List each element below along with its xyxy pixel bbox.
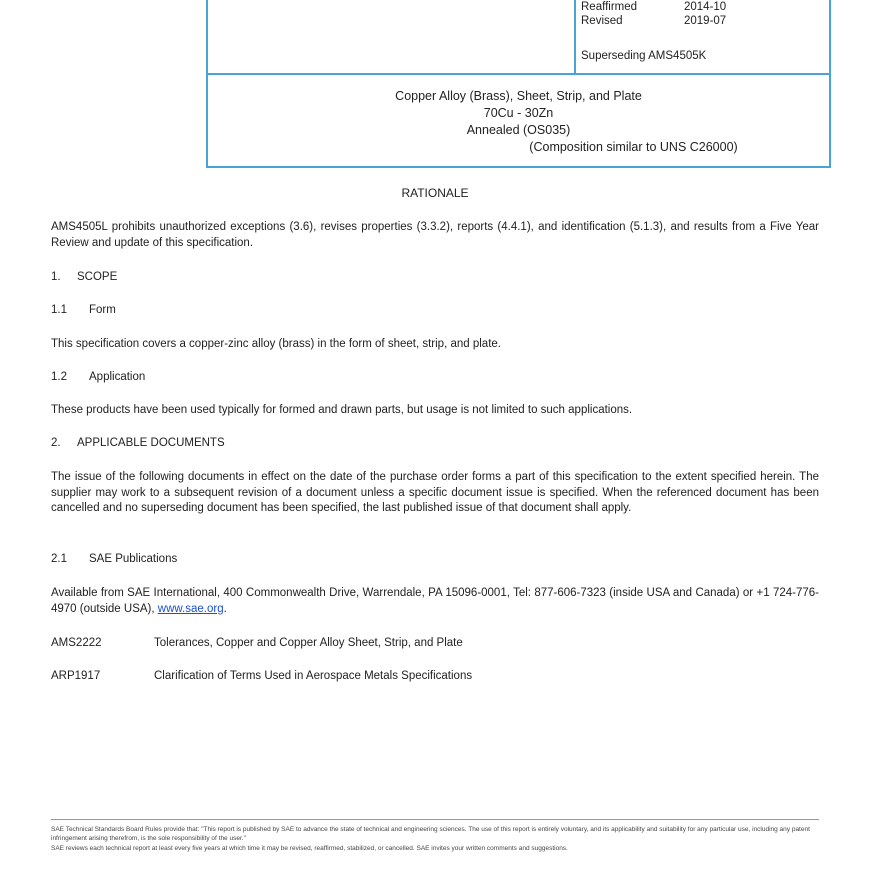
title-line: 70Cu - 30Zn (483, 106, 554, 120)
section-1-1-text: This specification covers a copper-zinc alloy (brass) in the form of sheet, strip, and plate. (51, 338, 501, 350)
date-row-reaffirmed (581, 0, 726, 14)
section-1-heading (51, 270, 117, 286)
composition-line: (Composition similar to UNS C26000) (529, 140, 738, 154)
section-title: Form (89, 304, 116, 316)
section-title: Application (89, 371, 146, 383)
date-row-revised (581, 14, 726, 28)
link-suffix: . (223, 602, 227, 615)
section-number: 1. (51, 271, 61, 283)
document-title (208, 88, 829, 156)
header-logo-area (208, 0, 576, 73)
section-title: SCOPE (77, 271, 118, 283)
rationale-heading: RATIONALE (401, 186, 469, 200)
sae-address-text: Available from SAE International, 400 Commonwealth Drive, Warrendale, PA 15096-0001, Tel: 877-606-7323 (inside USA and Canada) or +1 724-776-4970 (outside USA), (51, 587, 819, 615)
section-1-1-heading (51, 303, 116, 319)
section-2-text: The issue of the following documents in effect on the date of the purchase order forms a part of this specification to the extent specified herein. The supplier may work to a subsequent revision of a document unless a specific document issue is specified. When the referenced document has been cancelled and no superseding document has been specified, the last published issue of that document shall apply. (51, 471, 819, 514)
date-value: 2014-10 (684, 1, 727, 13)
section-2-1-text (51, 586, 819, 617)
footer-paragraph: SAE reviews each technical report at least every five years at which time it may be revised, reaffirmed, stabilized, or cancelled. SAE invites your written comments and suggestions. (51, 845, 568, 852)
reference-code: AMS2222 (51, 637, 102, 649)
reference-row (51, 636, 463, 652)
reference-title: Clarification of Terms Used in Aerospace Metals Specifications (154, 670, 473, 682)
title-line: Annealed (OS035) (466, 123, 571, 137)
section-title: APPLICABLE DOCUMENTS (77, 437, 225, 449)
date-value: 2019-07 (684, 15, 727, 27)
document-header-box (206, 0, 831, 168)
section-number: 2.1 (51, 553, 67, 565)
sae-website-link[interactable]: www.sae.org (157, 602, 224, 615)
superseding-note: Superseding AMS4505K (581, 50, 707, 62)
footer-paragraph: SAE Technical Standards Board Rules provide that: "This report is published by SAE to advance the state of technical and engineering sciences. The use of this report is entirely voluntary, and its applicability and suitability for any particular use, including any patent infringement arising therefrom, is the sole responsibility of the user." (51, 826, 810, 842)
date-label: Reaffirmed (581, 1, 638, 13)
section-1-2-text: These products have been used typically for formed and drawn parts, but usage is not limited to such applications. (51, 404, 633, 416)
rationale-text: AMS4505L prohibits unauthorized exceptions (3.6), revises properties (3.3.2), reports (4.4.1), and identification (5.1.3), and results from a Five Year Review and update of this specification. (51, 221, 819, 249)
reference-code: ARP1917 (51, 670, 101, 682)
revision-dates (581, 0, 726, 28)
section-1-2-heading (51, 370, 145, 386)
section-number: 1.1 (51, 304, 67, 316)
section-title: SAE Publications (89, 553, 178, 565)
legal-footer (51, 819, 819, 856)
reference-row (51, 669, 472, 685)
section-number: 2. (51, 437, 61, 449)
date-label: Revised (581, 15, 623, 27)
reference-title: Tolerances, Copper and Copper Alloy Sheet, Strip, and Plate (154, 637, 463, 649)
section-2-heading (51, 436, 225, 452)
section-2-1-heading (51, 552, 177, 568)
header-top-row (208, 0, 829, 75)
title-line: Copper Alloy (Brass), Sheet, Strip, and Plate (395, 89, 642, 103)
section-number: 1.2 (51, 371, 67, 383)
